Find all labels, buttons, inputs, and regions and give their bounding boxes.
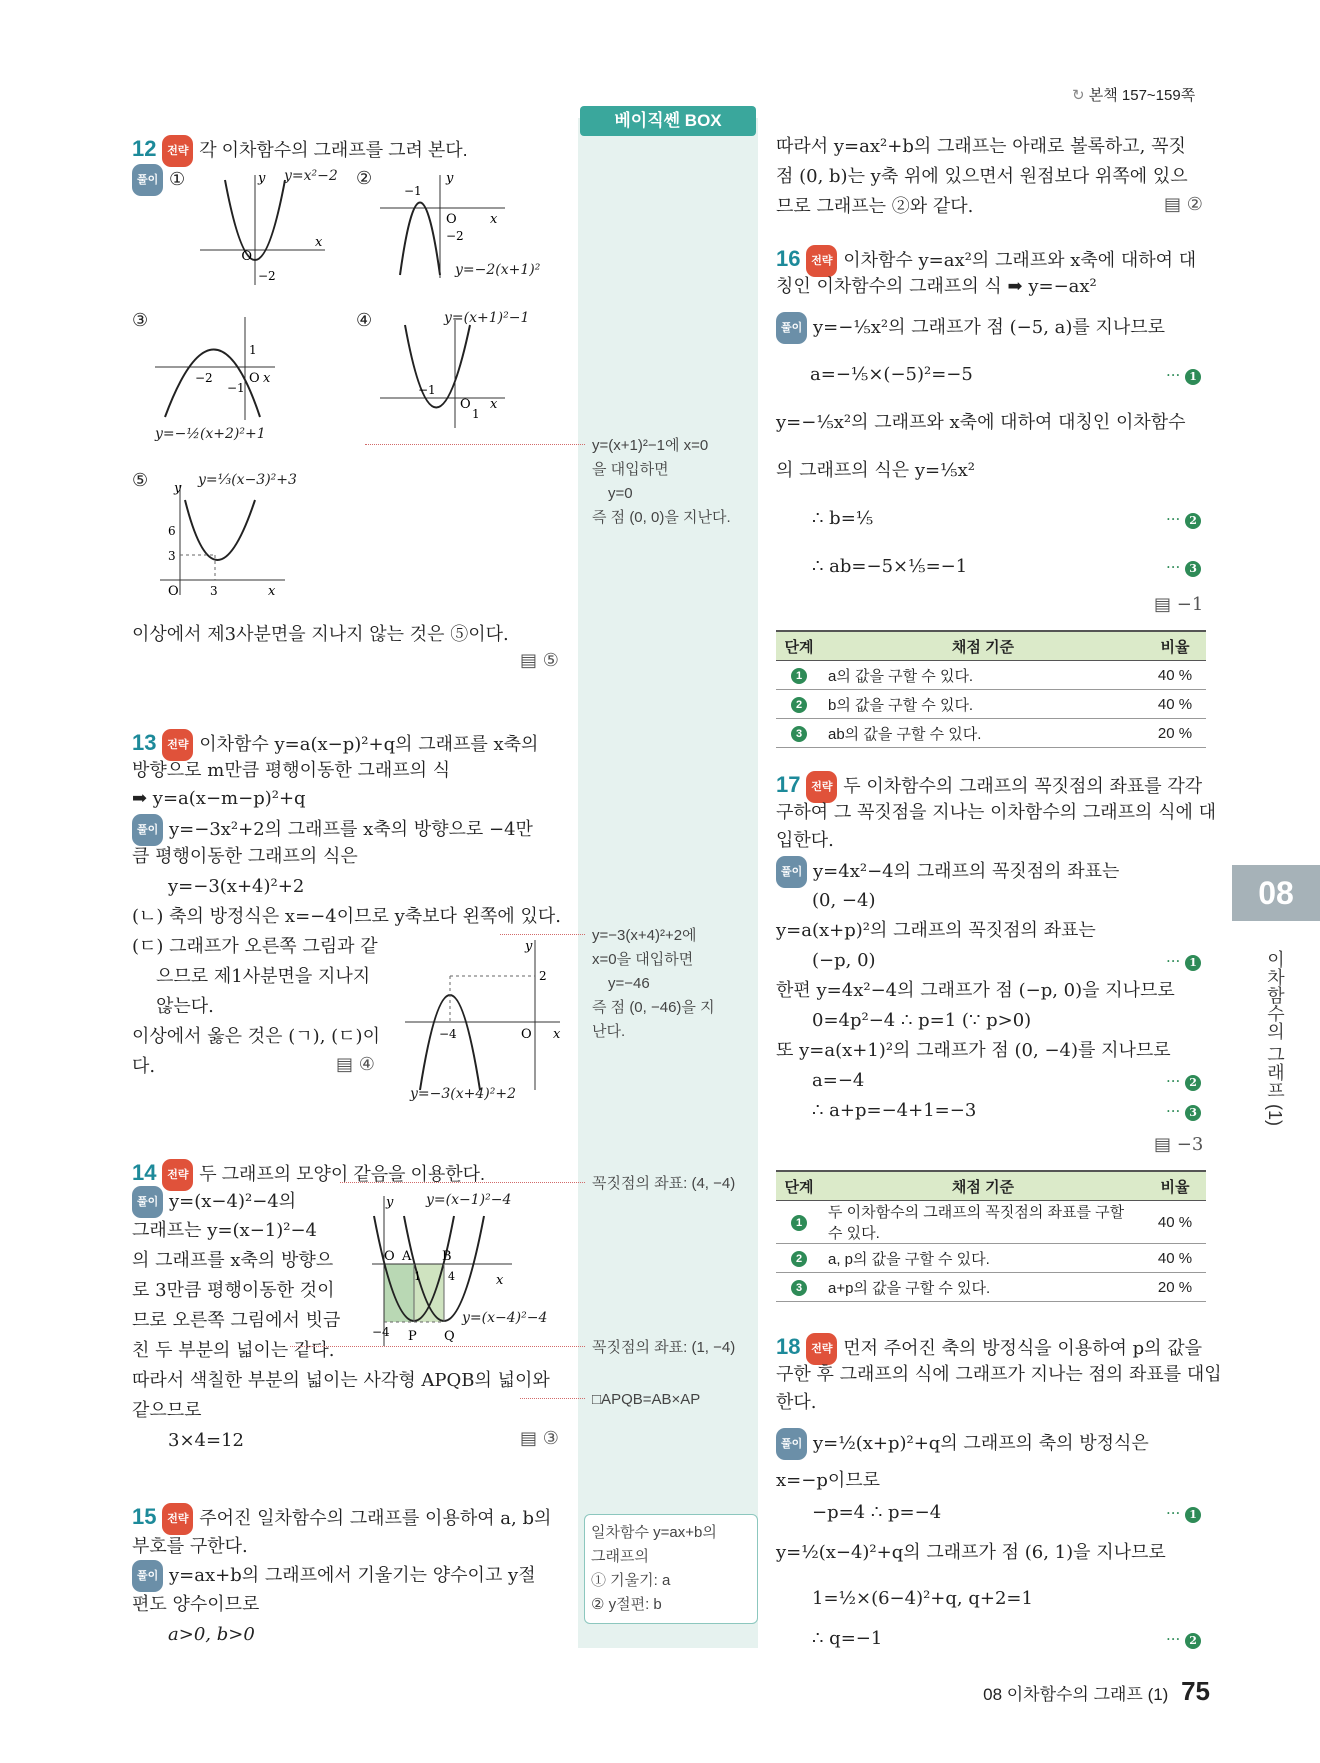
q17-sol-8: a=−4: [812, 1070, 865, 1091]
q16-sol-2: a=−⅕×(−5)²=−5: [810, 364, 973, 385]
answer-icon: ▤: [520, 1428, 538, 1449]
chapter-tab[interactable]: 08: [1232, 865, 1320, 921]
svg-text:B: B: [442, 1249, 452, 1264]
mark-2: ··· 2: [1166, 510, 1201, 529]
refresh-icon: ↻: [1072, 87, 1085, 104]
q16-sol-6: ∴ ab=−5×⅕=−1: [812, 556, 968, 577]
svg-text:1: 1: [249, 343, 257, 357]
q12-graph-4: [380, 320, 520, 430]
q13-sol-8: 이상에서 옳은 것은 (ㄱ), (ㄷ)이: [132, 1026, 380, 1047]
svg-text:O: O: [384, 1249, 395, 1264]
right-top-l3: 므로 그래프는 ②와 같다.: [776, 196, 974, 217]
svg-text:x: x: [490, 397, 498, 412]
right-top-l1: 따라서 y=ax²+b의 그래프는 아래로 볼록하고, 꼭짓: [776, 136, 1186, 157]
mark-1: ··· 1: [1166, 366, 1201, 385]
strategy-tag: 전략: [162, 135, 193, 167]
q13-sol-4: (ㄴ) 축의 방정식은 x=−4이므로 y축보다 왼쪽에 있다.: [132, 906, 562, 927]
svg-text:y: y: [446, 171, 454, 186]
q18-sol-6: ∴ q=−1: [812, 1628, 883, 1649]
svg-text:Q: Q: [444, 1329, 455, 1344]
mark-1: ··· 1: [1166, 1504, 1201, 1523]
q17-sol-9: ∴ a+p=−4+1=−3: [812, 1100, 977, 1121]
svg-text:−2: −2: [446, 229, 464, 243]
q18-sol-4: y=½(x−4)²+q의 그래프가 점 (6, 1)을 지나므로: [776, 1542, 1166, 1563]
q14-sol-1: 풀이 y=(x−4)²−4의: [132, 1186, 296, 1218]
q12-solution-label: 풀이 ①: [132, 164, 185, 196]
note-6: 일차함수 y=ax+b의 그래프의 ① 기울기: a ② y절편: b: [584, 1514, 758, 1624]
q13-sol-2: 큼 평행이동한 그래프의 식은: [132, 846, 358, 867]
q12-g4-eq: y=(x+1)²−1: [444, 310, 530, 326]
q18-strategy-2: 구한 후 그래프의 식에 그래프가 지나는 점의 좌표를 대입: [776, 1364, 1222, 1385]
svg-text:2: 2: [539, 969, 547, 983]
svg-text:3: 3: [210, 584, 218, 598]
answer-icon: ▤: [336, 1054, 354, 1075]
q17-sol-6: 0=4p²−4 ∴ p=1 (∵ p>0): [812, 1010, 1032, 1031]
svg-text:O: O: [241, 249, 252, 264]
svg-text:3: 3: [168, 549, 176, 563]
q16-criteria-table: 단계 채점 기준 비율 1 a의 값을 구할 수 있다. 40 % 2 b의 값을 구할 수 있다. 40 % 3 ab의 값을 구할 수 있다. 20 %: [776, 630, 1206, 748]
note-5: □APQB=AB×AP: [592, 1391, 701, 1408]
svg-text:−1: −1: [227, 381, 245, 395]
q13-heading: 13 전략 이차함수 y=a(x−p)²+q의 그래프를 x축의: [132, 728, 538, 761]
q16-strategy-2: 칭인 이차함수의 그래프의 식 ➡ y=−ax²: [776, 276, 1097, 297]
svg-text:−1: −1: [418, 383, 436, 397]
svg-text:1: 1: [472, 407, 480, 421]
q12-circled-5: ⑤: [132, 470, 149, 491]
q16-heading: 16 전략 이차함수 y=ax²의 그래프와 x축에 대하여 대: [776, 244, 1196, 277]
svg-text:x: x: [490, 212, 498, 227]
q17-sol-1: 풀이 y=4x²−4의 그래프의 꼭짓점의 좌표는: [776, 856, 1119, 888]
q14-sol-7: 따라서 색칠한 부분의 넓이는 사각형 APQB의 넓이와: [132, 1370, 550, 1391]
q15-sol-1: 풀이 y=ax+b의 그래프에서 기울기는 양수이고 y절: [132, 1560, 536, 1592]
table-row: 3 ab의 값을 구할 수 있다. 20 %: [776, 719, 1206, 748]
q17-sol-3: y=a(x+p)²의 그래프의 꼭짓점의 좌표는: [776, 920, 1096, 941]
table-row: 1 두 이차함수의 그래프의 꼭짓점의 좌표를 구할 수 있다. 40 %: [776, 1201, 1206, 1244]
q14-sol-3: 의 그래프를 x축의 방향으: [132, 1250, 334, 1271]
svg-text:−1: −1: [404, 184, 422, 198]
q12-graph-3: [155, 312, 285, 422]
chapter-side-title: 이차함수의 그래프 (1): [1265, 950, 1285, 1127]
q18-heading: 18 전략 먼저 주어진 축의 방정식을 이용하여 p의 값을: [776, 1332, 1202, 1365]
q14-eq-b: y=(x−4)²−4: [462, 1310, 548, 1326]
page-reference: ↻ 본책 157~159쪽: [1072, 87, 1196, 104]
table-row: 2 a, p의 값을 구할 수 있다. 40 %: [776, 1244, 1206, 1273]
q13-strategy-2: 방향으로 m만큼 평행이동한 그래프의 식: [132, 760, 451, 781]
q12-circled-3: ③: [132, 310, 149, 331]
table-row: 1 a의 값을 구할 수 있다. 40 %: [776, 661, 1206, 690]
q17-sol-4: (−p, 0): [812, 950, 876, 971]
q13-graph-eq: y=−3(x+4)²+2: [410, 1086, 516, 1102]
q17-criteria-table: 단계 채점 기준 비율 1 두 이차함수의 그래프의 꼭짓점의 좌표를 구할 수 있다. 40 % 2 a, p의 값을 구할 수 있다. 40 % 3 a+p의 값을 구할 수 있다. 20 %: [776, 1170, 1206, 1302]
q16-sol-5: ∴ b=⅕: [812, 508, 874, 529]
q15-sol-2: 편도 양수이므로: [132, 1594, 260, 1615]
q16-sol-1: 풀이 y=−⅕x²의 그래프가 점 (−5, a)를 지나므로: [776, 312, 1165, 344]
svg-text:x: x: [496, 1273, 504, 1288]
svg-text:−2: −2: [258, 269, 276, 283]
q15-heading: 15 전략 주어진 일차함수의 그래프를 이용하여 a, b의: [132, 1502, 551, 1535]
note-2: y=−3(x+4)²+2에 x=0을 대입하면 y=−46 즉 점 (0, −46)을 지 난다.: [592, 927, 715, 1040]
mark-2: ··· 2: [1166, 1630, 1201, 1649]
q16-sol-4: 의 그래프의 식은 y=⅕x²: [776, 460, 975, 481]
svg-text:1: 1: [414, 1270, 421, 1283]
q18-sol-5: 1=½×(6−4)²+q, q+2=1: [812, 1588, 1033, 1609]
svg-text:−2: −2: [195, 371, 213, 385]
svg-text:x: x: [263, 371, 271, 386]
basic-box-column: [578, 118, 758, 1648]
q12-circled-2: ②: [356, 168, 373, 189]
right-top-answer: ▤ ②: [1164, 194, 1203, 215]
q13-sol-7: 않는다.: [156, 996, 214, 1017]
note-4: 꼭짓점의 좌표: (1, −4): [592, 1339, 736, 1356]
svg-text:O: O: [249, 371, 260, 386]
q12-conclusion: 이상에서 제3사분면을 지나지 않는 것은 ⑤이다.: [132, 624, 509, 645]
q14-sol-8: 같으므로: [132, 1400, 202, 1421]
svg-text:6: 6: [168, 524, 176, 538]
box-title: 베이직쎈 BOX: [580, 106, 756, 136]
q14-sol-5: 므로 오른쪽 그림에서 빗금: [132, 1310, 341, 1331]
q14-sol-4: 로 3만큼 평행이동한 것이: [132, 1280, 335, 1301]
q12-graph-1: [200, 170, 330, 290]
q14-heading: 14 전략 두 그래프의 모양이 같음을 이용한다.: [132, 1158, 485, 1191]
q12-g2-eq: y=−2(x+1)²: [455, 262, 541, 278]
q18-strategy-3: 한다.: [776, 1392, 817, 1413]
q14-answer: ▤ ③: [520, 1428, 559, 1449]
q17-strategy-2: 구하여 그 꼭짓점을 지나는 이차함수의 그래프의 식에 대: [776, 802, 1216, 823]
q12-g5-eq: y=⅓(x−3)²+3: [198, 472, 297, 488]
svg-text:A: A: [402, 1249, 412, 1264]
q13-sol-3: y=−3(x+4)²+2: [168, 876, 305, 897]
q18-sol-2: x=−p이므로: [776, 1470, 881, 1491]
page-number: 75: [1181, 1676, 1210, 1706]
q13-sol-9: 다.: [132, 1056, 156, 1077]
q18-sol-3: −p=4 ∴ p=−4: [812, 1502, 942, 1523]
q12-circled-4: ④: [356, 310, 373, 331]
q15-sol-3: a>0, b>0: [168, 1624, 255, 1645]
svg-text:O: O: [446, 212, 457, 227]
q12-answer: ▤ ⑤: [520, 650, 559, 671]
q13-answer: ▤ ④: [336, 1054, 375, 1075]
answer-icon: ▤: [1154, 594, 1172, 615]
svg-text:y: y: [386, 1196, 394, 1210]
svg-text:y: y: [525, 940, 533, 954]
svg-text:O: O: [521, 1027, 532, 1042]
mark-1: ··· 1: [1166, 952, 1201, 971]
q12-heading: 12 전략 각 이차함수의 그래프를 그려 본다.: [132, 134, 468, 167]
q13-graph: [405, 940, 565, 1100]
q15-strategy-2: 부호를 구한다.: [132, 1536, 248, 1557]
note-3: 꼭짓점의 좌표: (4, −4): [592, 1175, 736, 1192]
svg-text:−4: −4: [372, 1325, 390, 1339]
answer-icon: ▤: [1164, 194, 1182, 215]
mark-2: ··· 2: [1166, 1072, 1201, 1091]
right-top-l2: 점 (0, b)는 y축 위에 있으면서 원점보다 위쪽에 있으: [776, 166, 1188, 187]
svg-text:x: x: [553, 1027, 561, 1042]
svg-text:O: O: [460, 397, 471, 412]
q16-sol-3: y=−⅕x²의 그래프와 x축에 대하여 대칭인 이차함수: [776, 412, 1186, 433]
q17-sol-5: 한편 y=4x²−4의 그래프가 점 (−p, 0)을 지나므로: [776, 980, 1175, 1001]
q14-eq-a: y=(x−1)²−4: [426, 1192, 512, 1208]
answer-icon: ▤: [1154, 1134, 1172, 1155]
table-row: 3 a+p의 값을 구할 수 있다. 20 %: [776, 1273, 1206, 1302]
q16-answer: ▤ −1: [1154, 594, 1204, 615]
page-footer: 08 이차함수의 그래프 (1) 75: [983, 1676, 1210, 1706]
q14-sol-9: 3×4=12: [168, 1430, 244, 1451]
svg-text:x: x: [268, 584, 276, 599]
q13-strategy-3: ➡ y=a(x−m−p)²+q: [132, 788, 306, 809]
q18-sol-1: 풀이 y=½(x+p)²+q의 그래프의 축의 방정식은: [776, 1428, 1149, 1460]
q17-sol-7: 또 y=a(x+1)²의 그래프가 점 (0, −4)를 지나므로: [776, 1040, 1171, 1061]
q13-sol-5: (ㄷ) 그래프가 오른쪽 그림과 같: [132, 936, 378, 957]
q17-sol-2: (0, −4): [812, 890, 876, 911]
q17-answer: ▤ −3: [1154, 1134, 1204, 1155]
svg-text:P: P: [408, 1329, 417, 1344]
table-row: 2 b의 값을 구할 수 있다. 40 %: [776, 690, 1206, 719]
mark-3: ··· 3: [1166, 558, 1201, 577]
svg-text:x: x: [315, 235, 323, 250]
q14-sol-2: 그래프는 y=(x−1)²−4: [132, 1220, 318, 1241]
q12-g3-eq: y=−½(x+2)²+1: [155, 426, 266, 442]
q13-sol-6: 으므로 제1사분면을 지나지: [156, 966, 371, 987]
q17-heading: 17 전략 두 이차함수의 그래프의 꼭짓점의 좌표를 각각: [776, 770, 1202, 803]
svg-text:O: O: [168, 584, 179, 599]
svg-text:4: 4: [448, 1270, 455, 1283]
q13-sol-1: 풀이 y=−3x²+2의 그래프를 x축의 방향으로 −4만: [132, 814, 533, 846]
svg-text:y: y: [258, 171, 266, 186]
svg-text:−4: −4: [439, 1027, 457, 1041]
mark-3: ··· 3: [1166, 1102, 1201, 1121]
q17-strategy-3: 입한다.: [776, 830, 834, 851]
note-1: y=(x+1)²−1에 x=0 을 대입하면 y=0 즉 점 (0, 0)을 지난다.: [592, 437, 731, 526]
q14-sol-6: 친 두 부분의 넓이는 같다.: [132, 1340, 335, 1361]
svg-text:y: y: [174, 481, 182, 496]
answer-icon: ▤: [520, 650, 538, 671]
q12-g1-eq: y=x²−2: [284, 168, 338, 184]
q12-graph-5: [160, 480, 290, 600]
